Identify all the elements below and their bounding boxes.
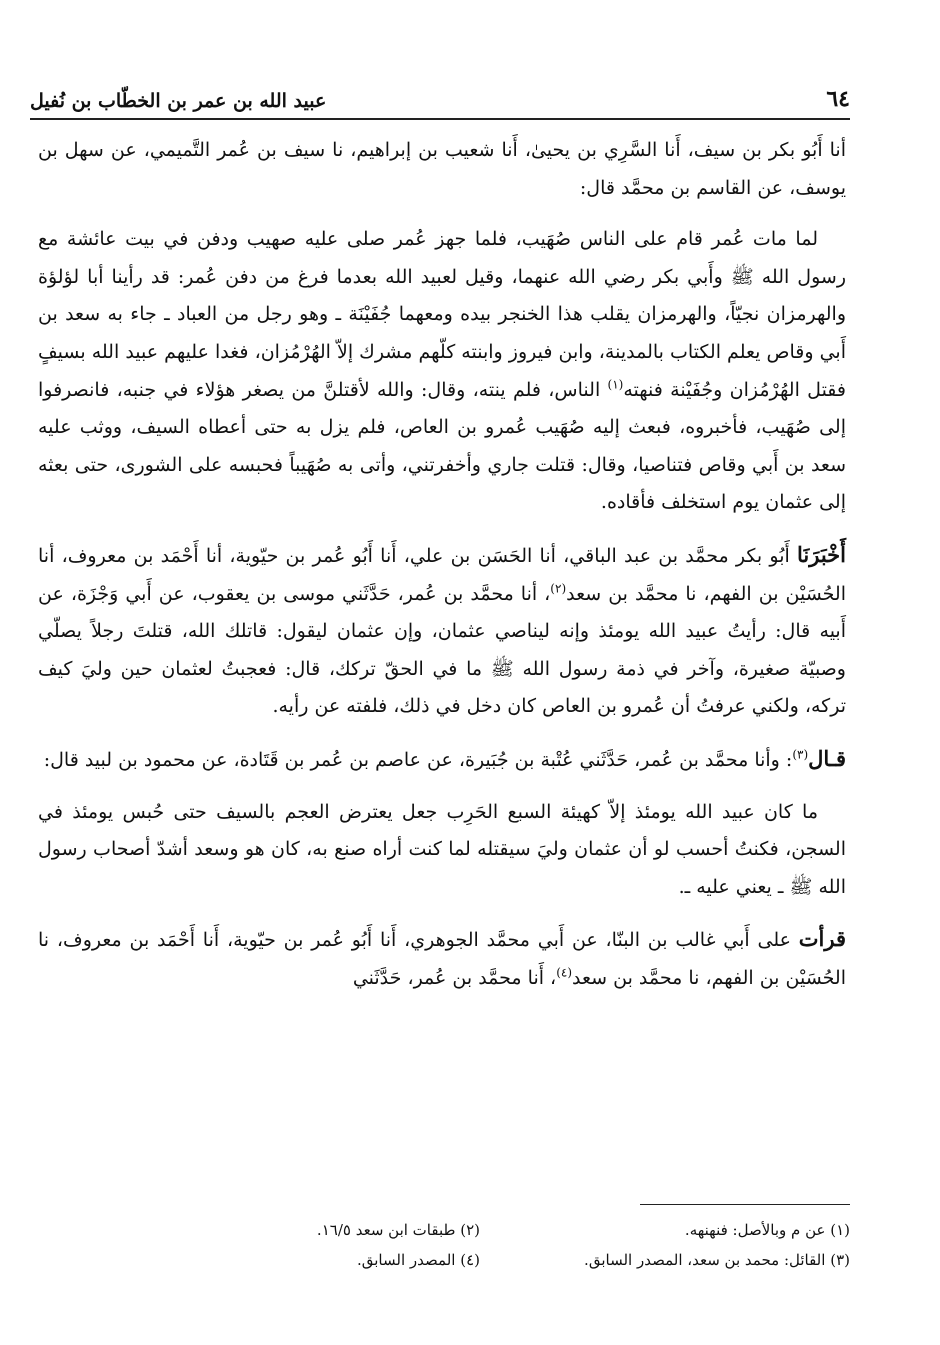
footnote-text: عن م وبالأصل: فنهنهه. <box>684 1221 826 1239</box>
paragraph-isnad-4 <box>38 920 846 997</box>
page-number: ٦٤ <box>826 86 850 112</box>
footnote-number: (١) <box>830 1221 850 1239</box>
paragraph-text: أنا أَبُو بكر بن سيف، أَنا السَّرِي بن يحيىٰ، أَنا شعيب بن إبراهيم، نا سيف بن عُمر التَّميمي، عن سهل بن يوسف، عن القاسم بن محمَّد قال: <box>38 139 846 199</box>
paragraph-narrative-1 <box>38 221 846 522</box>
footnote-text: القائل: محمد بن سعد، المصدر السابق. <box>584 1251 826 1269</box>
paragraph-text: لما مات عُمر قام على الناس صُهَيب، فلما جهز عُمر صلى عليه صهيب ودفن في بيت عائشة مع رسول الله ﷺ وأَبي بكر رضي الله عنهما، وقيل لعبيد الله بعدما فرغ من دفن عُمر: قد رأينا أبا لؤلؤة والهرمزان نجيّاً، والهرمزان يقلب هذا الخنجر بيده ومعهما جُفَيْنَة ـ وهو رجل من العباد ـ جاء به سعد بن أَبي وقاص يعلم الكتاب بالمدينة، وابن فيروز وابنته كلّهم مشرك إلاّ الهُرْمُزان، فغدا عليهم عبيد الله بسيفٍ فقتل الهُرْمُزان وجُفَيْنة فنهته <box>38 228 846 401</box>
lead-word: قرأت <box>798 926 846 952</box>
footnote-ref[interactable]: (٣) <box>792 747 809 762</box>
paragraph-isnad-2 <box>38 536 846 726</box>
footnotes <box>110 1218 850 1272</box>
paragraph-text: أَبُو بكر محمَّد بن عبد الباقي، أنا الحَسَن بن علي، أَنا أَبُو عُمر بن حيّوية، أنا أَحْمَد بن معروف، أنا الحُسَيْن بن الفهم، نا محمَّد بن سعد <box>38 544 846 605</box>
paragraph-text-after: ، أنا محمَّد بن عُمر، حَدَّثَني موسى بن يعقوب، عن أَبي وَجْزَة، عن أَبيه قال: رأيتُ عبيد الله يومئذ وإنه ليناصي عثمان، وإن عثمان ليقول: قاتلك الله، قتلتَ رجلاً يصلّي وصبيّة صغيرة، وآخر في ذمة رسول الله ﷺ ما في الحقّ تركك، قال: فعجبتُ لعثمان حين وليَ كيف تركه، ولكني عرفتُ أن عُمرو بن العاص كان دخل في ذلك، فلفته عن رأيه. <box>38 582 846 718</box>
paragraph-narrative-2 <box>38 794 846 907</box>
paragraph-text: على أَبي غالب بن البنّا، عن أَبي محمَّد الجوهري، أَنا أَبُو عُمر بن حيّوية، أَنا أَحْمَد بن معروف، نا الحُسَيْن بن الفهم، نا محمَّد بن سعد <box>38 929 846 989</box>
paragraph-text-after: الناس، فلم ينته، وقال: والله لأقتلنَّ من يصغر هؤلاء في جنبه، فانصرفوا إلى صُهَيب، فأخبروه، فبعث إليه صُهَيب عُمرو بن العاص، فلم يزل به حتى أعطاه السيف، ووثب عليه سعد بن أَبي وقاص فتناصيا، وقال: قتلت جاري وأخفرتني، وأتى به صُهَيباً فحبسه على الشورى، حتى بعثه إلى عثمان يوم استخلف فأقاده. <box>38 378 846 514</box>
footnote-text: طبقات ابن سعد ١٦/٥. <box>316 1221 456 1239</box>
footnote-number: (٤) <box>460 1251 480 1269</box>
body-text <box>38 132 846 1011</box>
paragraph-text: ما كان عبيد الله يومئذ إلاّ كهيئة السبع الحَرِب جعل يعترض العجم بالسيف حتى حُبس يومئذ في السجن، فكنتُ أحسب لو أن عثمان وليَ سيقتله لما كنت أراه صنع به، كان هو وسعد أشدّ أصحاب رسول الله ﷺ ـ يعني عليه ـ. <box>38 800 846 898</box>
footnote-3 <box>480 1248 850 1272</box>
lead-word: أَخْبَرَنَا <box>797 541 846 567</box>
footnote-ref[interactable]: (٤) <box>556 965 573 980</box>
footnote-2 <box>110 1218 480 1242</box>
footnote-number: (٢) <box>460 1221 480 1239</box>
footnote-1 <box>480 1218 850 1242</box>
footnote-ref[interactable]: (١) <box>607 377 624 392</box>
running-title: عبيد الله بن عمر بن الخطّاب بن نُفيل <box>30 90 327 112</box>
footnote-ref[interactable]: (٢) <box>550 581 567 596</box>
page-header <box>30 72 850 120</box>
paragraph-isnad-3 <box>38 740 846 780</box>
lead-word: قـال <box>808 745 846 771</box>
paragraph-text-after: ، أَنا محمَّد بن عُمر، حَدَّثَني <box>352 966 557 989</box>
paragraph-text: : وأنا محمَّد بن عُمر، حَدَّثَني عُتْبة بن جُبَيرة، عن عاصم بن عُمر بن قَتَادة، عن محمود بن لبيد قال: <box>43 748 793 771</box>
footnote-number: (٣) <box>830 1251 850 1269</box>
paragraph-isnad-1 <box>38 132 846 207</box>
footnote-text: المصدر السابق. <box>356 1251 456 1269</box>
footnote-4 <box>110 1248 480 1272</box>
footnote-divider <box>640 1204 850 1205</box>
